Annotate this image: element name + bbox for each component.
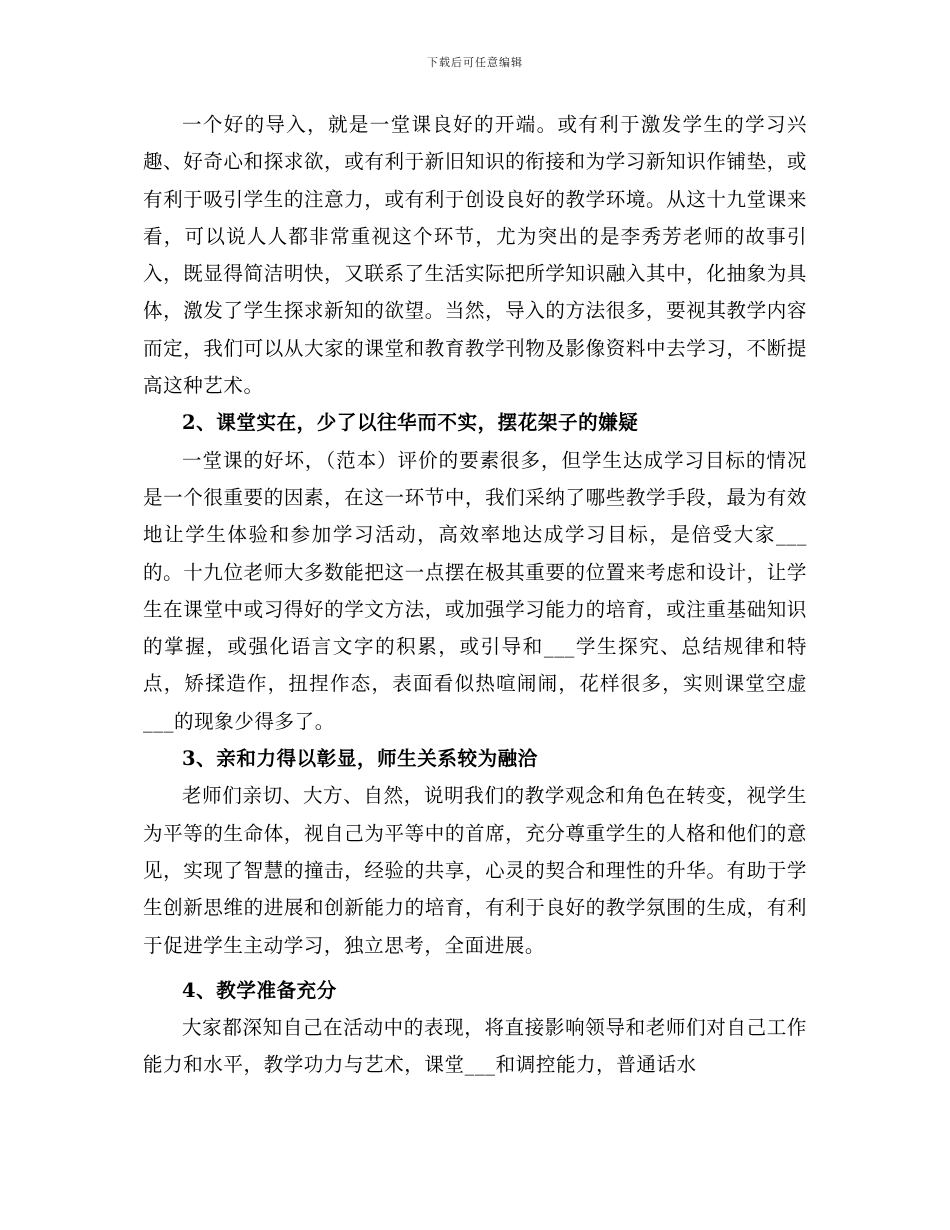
section-heading-3: 3、亲和力得以彰显，师生关系较为融洽 (182, 747, 538, 771)
section-heading-4: 4、教学准备充分 (182, 978, 337, 1002)
paragraph-introduction: 一个好的导入，就是一堂课良好的开端。或有利于激发学生的学习兴趣、好奇心和探求欲，或有利于新旧知识的衔接和为学习新知识作铺垫，或有利于吸引学生的注意力，或有利于创设良好的教学环境。从这十九堂课来看，可以说人人都非常重视这个环节，尤为突出的是李秀芳老师的故事引入，既显得简洁明快，又联系了生活实际把所学知识融入其中，化抽象为具体，激发了学生探求新知的欲望。当然，导入的方法很多，要视其教学内容而定，我们可以从大家的课堂和教育教学刊物及影像资料中去学习，不断提高这种艺术。 (143, 113, 807, 398)
paragraph-section-2: 一堂课的好坏，（范本）评价的要素很多，但学生达成学习目标的情况是一个很重要的因素，在这一环节中，我们采纳了哪些教学手段，最为有效地让学生体验和参加学习活动，高效率地达成学习目标，是倍受大家___的。十九位老师大多数能把这一点摆在极其重要的位置来考虑和设计，让学生在课堂中或习得好的学文方法，或加强学习能力的培育，或注重基础知识的掌握，或强化语言文字的积累，或引导和___学生探究、总结规律和特点，矫揉造作，扭捏作态，表面看似热喧闹闹，花样很多，实则课堂空虚___的现象少得多了。 (143, 448, 807, 733)
document-body (143, 106, 807, 1084)
section-heading-2: 2、课堂实在，少了以往华而不实，摆花架子的嫌疑 (182, 411, 639, 435)
paragraph-section-3: 老师们亲切、大方、自然，说明我们的教学观念和角色在转变，视学生为平等的生命体，视自己为平等中的首席，充分尊重学生的人格和他们的意见，实现了智慧的撞击，经验的共享，心灵的契合和理性的升华。有助于学生创新思维的进展和创新能力的培育，有利于良好的教学氛围的生成，有利于促进学生主动学习，独立思考，全面进展。 (143, 784, 807, 957)
paragraph-section-4: 大家都深知自己在活动中的表现，将直接影响领导和老师们对自己工作能力和水平，教学功力与艺术，课堂___和调控能力，普通话水 (143, 1016, 807, 1077)
header-note: 下载后可任意编辑 (427, 56, 523, 69)
